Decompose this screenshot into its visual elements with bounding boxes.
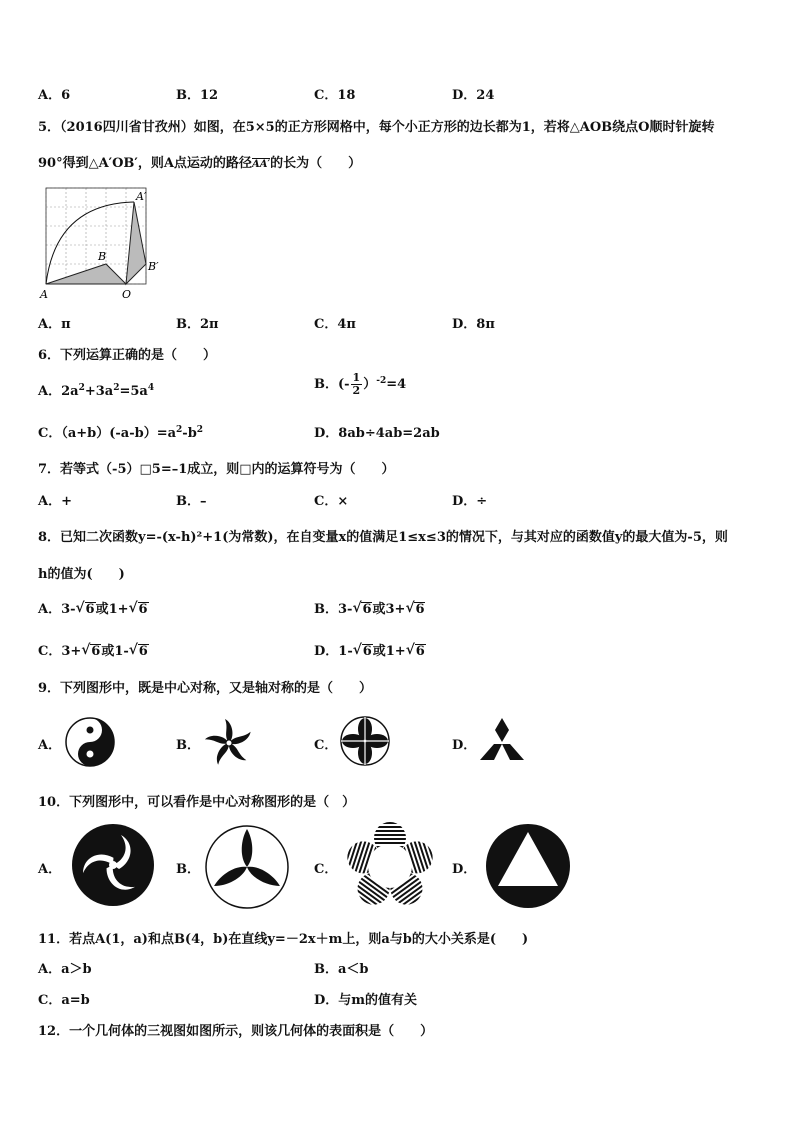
q10-label-c: C． (314, 862, 338, 877)
q6-option-c (38, 422, 203, 441)
q5-stem-line2 (38, 152, 361, 171)
q8-b-sqrt2: √ 6 (414, 602, 425, 617)
q10-label-b: B． (176, 862, 200, 877)
q6-b-fraction (351, 372, 363, 397)
q5-arc-label: AA′ (251, 159, 271, 170)
q11-option-b: B．a＜b (314, 962, 369, 977)
q5-label-o: O (122, 288, 132, 301)
q5-label-a: A (40, 288, 48, 301)
q9-label-a: A． (38, 738, 62, 753)
q8-b-text2: 或3+ (372, 602, 406, 617)
q8-option-d (314, 640, 426, 659)
q9-four-petal-figure (338, 714, 392, 768)
q8-d-sqrt1: √ 6 (362, 644, 373, 659)
q8-a-text2: 或1+ (95, 602, 129, 617)
q6-a-exp2: 2 (113, 383, 120, 393)
q9-yin-yang-figure (64, 716, 116, 768)
q11-stem: 11．若点A(1，a)和点B(4，b)在直线y=－2x＋m上，则a与b的大小关系是( ) (38, 932, 529, 947)
q5-figure (36, 184, 166, 304)
q6-option-a (38, 380, 154, 399)
q5-label-b-prime: B′ (148, 260, 159, 273)
q6-option-d: D．8ab÷4ab=2ab (314, 426, 440, 441)
q8-option-a (38, 598, 149, 617)
q4-option-c: C．18 (314, 88, 356, 103)
q6-option-b (314, 372, 406, 397)
q8-d-sqrt2: √ 6 (415, 644, 426, 659)
q6-b-den: 2 (352, 384, 361, 397)
q9-pinwheel-figure (202, 716, 256, 770)
q9-stem: 9．下列图形中，既是中心对称，又是轴对称的是（ ） (38, 681, 373, 696)
q10-triple-swirl-figure (70, 822, 156, 908)
q6-stem: 6．下列运算正确的是（ ） (38, 348, 217, 363)
q8-b-sqrt1: √ 6 (361, 602, 372, 617)
q10-three-leaf-figure (204, 824, 290, 910)
q9-label-c: C． (314, 738, 338, 753)
q4-option-d: D．24 (452, 88, 495, 103)
q6-b-text1: B．(- (314, 377, 350, 392)
q11-option-a: A．a＞b (38, 962, 92, 977)
q6-c-exp2: 2 (196, 425, 204, 435)
q5-option-c: C．4π (314, 317, 356, 332)
q5-option-a: A．π (38, 317, 71, 332)
q9-label-d: D． (452, 738, 477, 753)
q8-c-text1: C．3+ (38, 644, 82, 659)
q5-stem-part1: 90°得到△A′OB′，则A点运动的路径 (38, 156, 252, 171)
q11-option-d: D．与m的值有关 (314, 993, 418, 1008)
q4-option-a: A．6 (38, 88, 71, 103)
q8-a-text1: A．3- (38, 602, 76, 617)
q6-b-exp: -2 (376, 376, 387, 386)
q10-stem: 10．下列图形中，可以看作是中心对称图形的是（ ） (38, 795, 356, 810)
q6-a-text1: A．2a (38, 384, 79, 399)
q5-stem-part2: 的长为（ ） (270, 156, 362, 171)
q7-option-b: B．– (176, 494, 207, 509)
q10-label-d: D． (452, 862, 477, 877)
q8-c-text2: 或1- (101, 644, 129, 659)
q12-stem: 12．一个几何体的三视图如图所示，则该几何体的表面积是（ ） (38, 1024, 434, 1039)
q7-stem: 7．若等式（-5）□5=–1成立，则□内的运算符号为（ ） (38, 462, 395, 477)
q5-stem-line1: 5．（2016四川省甘孜州）如图，在5×5的正方形网格中，每个小正方形的边长都为1，若将△AOB绕点O顺时针旋转 (38, 120, 715, 135)
q8-d-text2: 或1+ (372, 644, 406, 659)
q8-d-text1: D．1- (314, 644, 353, 659)
q5-label-a-prime: A′ (136, 190, 147, 203)
q8-stem-line1: 8．已知二次函数y=-(x-h)²+1(为常数)，在自变量x的值满足1≤x≤3的情况下，与其对应的函数值y的最大值为-5，则 (38, 530, 728, 545)
q6-a-exp3: 4 (147, 383, 155, 393)
q6-b-text3: =4 (386, 377, 407, 392)
q4-option-b: B．12 (176, 88, 219, 103)
q5-label-b: B (98, 250, 107, 263)
q8-b-text1: B．3- (314, 602, 353, 617)
q6-a-text3: =5a (119, 384, 148, 399)
q7-option-c: C．× (314, 494, 349, 509)
q10-label-a: A． (38, 862, 62, 877)
q8-c-sqrt1: √ 6 (90, 644, 101, 659)
q8-a-sqrt2: √ 6 (138, 602, 149, 617)
q9-three-diamond-figure (476, 716, 528, 764)
q5-option-b: B．2π (176, 317, 219, 332)
q6-c-text1: C．（a+b）(-a-b）=a (38, 426, 177, 441)
q10-striped-flower-figure (344, 818, 436, 910)
q6-a-text2: +3a (84, 384, 114, 399)
q6-b-num: 1 (352, 371, 361, 384)
q7-option-a: A．+ (38, 494, 72, 509)
q8-a-sqrt1: √ 6 (85, 602, 96, 617)
q5-option-d: D．8π (452, 317, 495, 332)
q9-label-b: B． (176, 738, 200, 753)
q8-c-sqrt2: √ 6 (138, 644, 149, 659)
q8-stem-line2: h的值为( ) (38, 567, 125, 582)
q8-option-c (38, 640, 149, 659)
q8-option-b (314, 598, 425, 617)
q6-a-exp1: 2 (78, 383, 85, 393)
q11-option-c: C．a=b (38, 993, 90, 1008)
q6-c-text2: -b (182, 426, 197, 441)
q7-option-d: D．÷ (452, 494, 488, 509)
q6-c-exp1: 2 (176, 425, 183, 435)
q6-b-text2: ） (363, 377, 377, 392)
q10-triangle-circle-figure (484, 822, 572, 910)
